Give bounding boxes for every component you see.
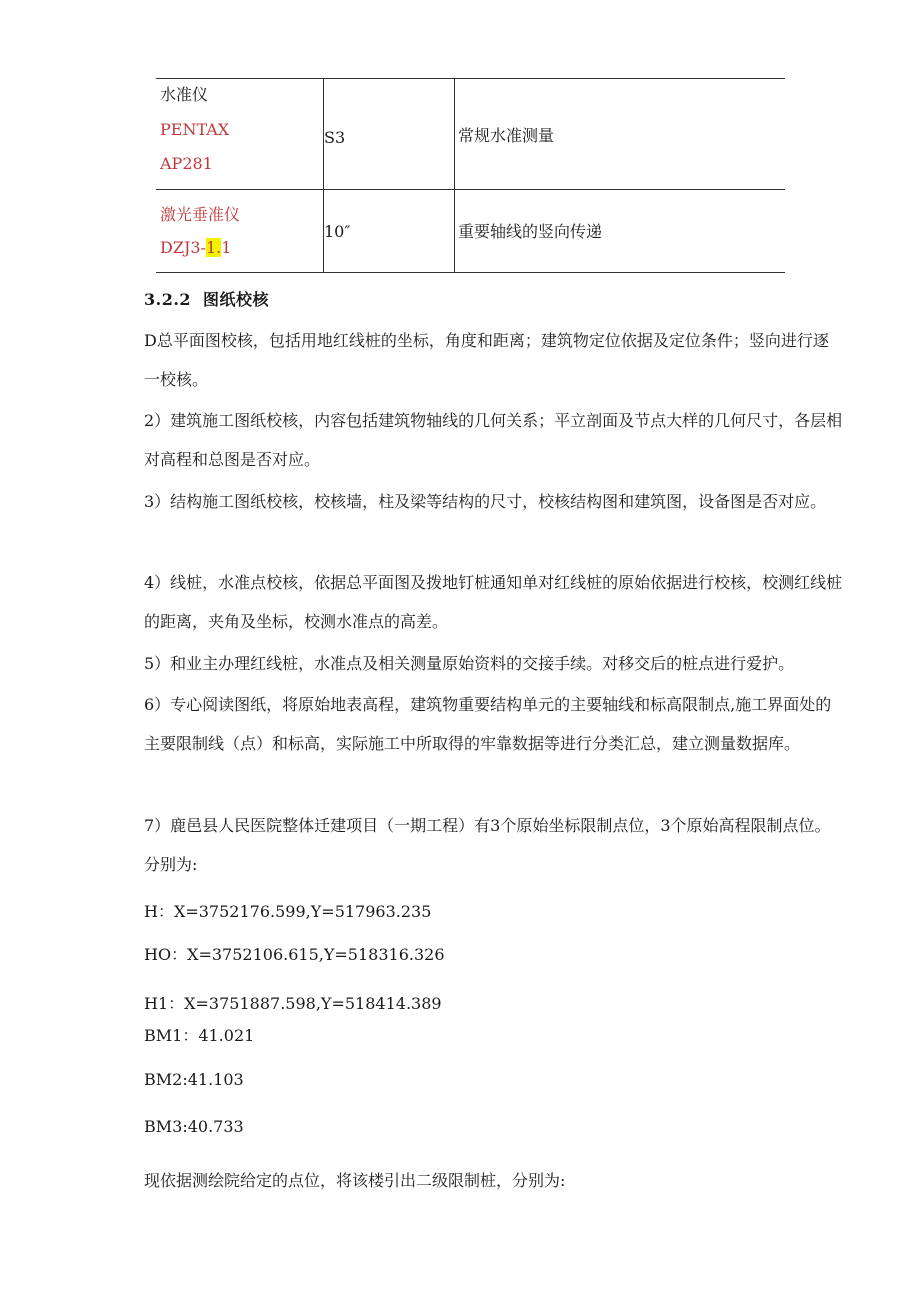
paragraph-4: 4）线桩，水准点校核，依据总平面图及拨地钉桩通知单对红线桩的原始依据进行校核，校测红线桩的距离，夹角及坐标，校测水准点的高差。 — [144, 573, 843, 631]
table-cell-name — [160, 85, 208, 105]
control-point-h1: H1：X=3751887.598,Y=518414.389 — [144, 994, 442, 1013]
highlighted-text: 1. — [205, 238, 222, 257]
table-rule-middle — [156, 189, 785, 190]
table-cell-use: 重要轴线的竖向传递 — [458, 222, 603, 241]
benchmark-bm3: BM3:40.733 — [144, 1117, 244, 1136]
instrument-model-number: AP281 — [160, 154, 213, 173]
table-cell-spec: 10″ — [324, 222, 351, 241]
section-number: 3.2.2 — [144, 290, 192, 309]
table-divider-2 — [454, 78, 455, 273]
table-divider-1 — [323, 78, 324, 273]
closing-paragraph: 现依据测绘院给定的点位，将该楼引出二级限制桩，分别为: — [144, 1171, 566, 1190]
paragraph-7: 7）鹿邑县人民医院整体迁建项目（一期工程）有3个原始坐标限制点位，3个原始高程限制点位。分别为: — [144, 816, 831, 874]
table-cell-spec: S3 — [324, 128, 346, 147]
benchmark-bm2: BM2:41.103 — [144, 1070, 244, 1089]
table-rule-bottom — [156, 272, 785, 273]
instrument-model — [160, 238, 231, 258]
table-cell-use: 常规水准测量 — [458, 126, 555, 145]
model-prefix: DZJ3- — [160, 238, 206, 257]
instrument-name: 激光垂准仪 — [160, 205, 241, 224]
paragraph-3: 3）结构施工图纸校核，校核墙，柱及梁等结构的尺寸，校核结构图和建筑图，设备图是否对应。 — [144, 492, 827, 511]
instrument-name: 水准仪 — [160, 85, 209, 104]
instrument-model: PENTAX — [160, 120, 230, 139]
section-heading — [144, 287, 269, 310]
control-point-h: H：X=3752176.599,Y=517963.235 — [144, 902, 432, 921]
control-point-h0: HO：X=3752106.615,Y=518316.326 — [144, 945, 445, 964]
paragraph-1: D总平面图校核，包括用地红线桩的坐标，角度和距离；建筑物定位依据及定位条件；竖向进行逐一校核。 — [144, 331, 829, 389]
section-title: 图纸校核 — [203, 290, 270, 309]
equipment-table — [156, 78, 785, 273]
paragraph-2: 2）建筑施工图纸校核，内容包括建筑物轴线的几何关系；平立剖面及节点大样的几何尺寸，各层相对高程和总图是否对应。 — [144, 411, 843, 469]
paragraph-6: 6）专心阅读图纸，将原始地表高程，建筑物重要结构单元的主要轴线和标高限制点,施工界面处的主要限制线（点）和标高，实际施工中所取得的牢靠数据等进行分类汇总，建立测量数据库。 — [144, 695, 832, 753]
paragraph-5: 5）和业主办理红线桩，水准点及相关测量原始资料的交接手续。对移交后的桩点进行爱护。 — [144, 654, 795, 673]
model-suffix: 1 — [221, 238, 232, 257]
table-rule-top — [156, 78, 785, 79]
benchmark-bm1: BM1：41.021 — [144, 1026, 255, 1045]
